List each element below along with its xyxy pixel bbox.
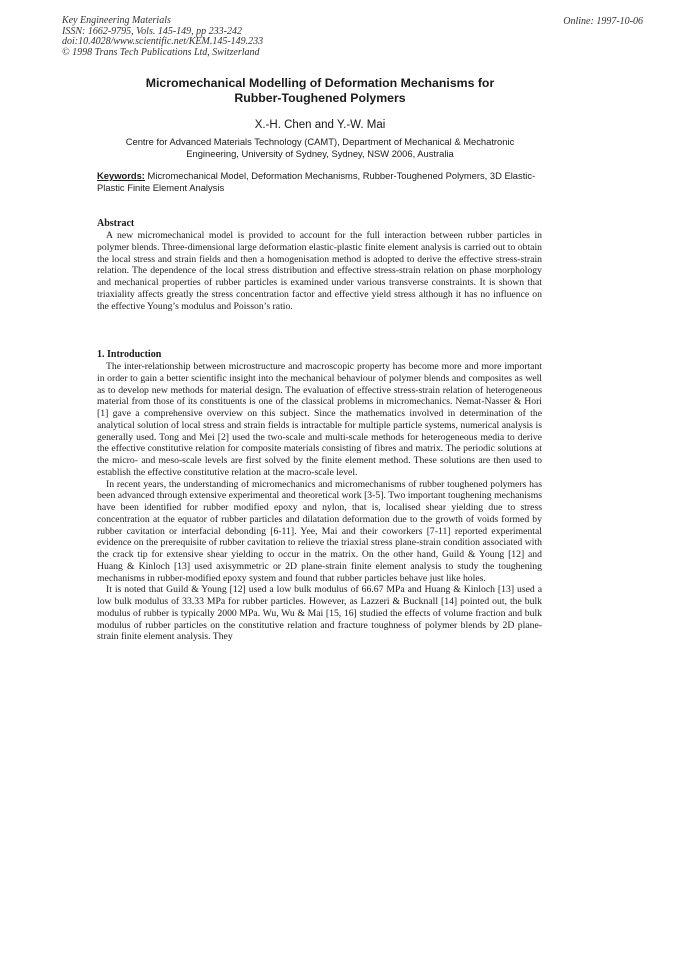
abstract-text: A new micromechanical model is provided to account for the full interaction between rubber particles in polymer blends. Three-dimensional large deformation elastic-plastic finite element analysis is carried out to obtain the local stress and strain fields and then a homogenisation method is adopted to derive the effective stress-strain relation. The dependence of the local stress distribution and effective stress-strain relation on phase morphology and mechanical properties of rubber particles is examined under various transverse constraints. It is shown that triaxiality affects greatly the stress concentration factor and effective yield stress although it has no influence on the effective Young’s modulus and Poisson’s ratio.: [97, 230, 542, 312]
affiliation: [90, 136, 550, 160]
keywords-text: Micromechanical Model, Deformation Mechanisms, Rubber-Toughened Polymers, 3D Elastic-Plastic Finite Element Analysis: [97, 170, 536, 193]
online-date: Online: 1997-10-06: [563, 16, 643, 27]
doi-line: doi:10.4028/www.scientific.net/KEM.145-149.233: [62, 36, 264, 48]
introduction-section: [97, 349, 542, 643]
keywords-label: Keywords:: [97, 170, 145, 181]
keywords: [97, 170, 557, 194]
affiliation-line-2: Engineering, University of Sydney, Sydney, NSW 2006, Australia: [186, 147, 454, 159]
introduction-paragraph: In recent years, the understanding of micromechanics and micromechanisms of rubber toughened polymers has been advanced through extensive experimental and theoretical work [3-5]. Two important toughening mechanisms have been identified for rubber modified epoxy and nylon, that is, localised shear yielding due to stress concentration at the equator of rubber particles and dilatation deformation due to the growth of voids formed by rubber cavitation or interfacial debonding [6-11]. Yee, Mai and their coworkers [7-11] reported experimental evidence on the prerequisite of rubber cavitation to relieve the triaxial stress plane-strain condition associated with the crack tip for extensive shear yielding to occur in the matrix. On the other hand, Guild & Young [12] and Huang & Kinloch [13] used axisymmetric or 2D plane-strain finite element analysis to study the toughening mechanisms in rubber-modified epoxy system and found that rubber particles behave just like holes.: [97, 478, 542, 584]
copyright-line: © 1998 Trans Tech Publications Ltd, Switzerland: [62, 46, 260, 58]
journal-name: Key Engineering Materials: [62, 15, 171, 26]
abstract-section: [97, 218, 542, 312]
introduction-paragraph: It is noted that Guild & Young [12] used a low bulk modulus of 66.67 MPa and Huang & Kinloch [13] used a low bulk modulus of 33.33 MPa for rubber particles. However, as Lazzeri & Bucknall [14] pointed out, the bulk modulus of rubber is typically 2000 MPa. Wu, Wu & Mai [15, 16] studied the effects of volume fraction and bulk modulus of rubber particles on the constitutive relation and fracture toughness of polymer blends by 2D plane-strain finite element analysis. They: [97, 584, 542, 643]
abstract-heading: Abstract: [97, 218, 135, 229]
title-line-1: Micromechanical Modelling of Deformation Mechanisms for: [145, 76, 495, 90]
affiliation-line-1: Centre for Advanced Materials Technology (CAMT), Department of Mechanical & Mechatronic: [125, 136, 515, 147]
title-line-2: Rubber-Toughened Polymers: [234, 91, 406, 105]
paper-title: [100, 76, 540, 106]
authors: X.-H. Chen and Y.-W. Mai: [254, 119, 386, 131]
issn-line: ISSN: 1662-9795, Vols. 145-149, pp 233-242: [62, 25, 242, 37]
publication-metadata: [62, 16, 263, 58]
introduction-paragraph: The inter-relationship between microstructure and macroscopic property has become more and more important in order to gain a better scientific insight into the mechanical behaviour of polymer blends and composites as well as to develop new methods for material design. The evaluation of effective stress-strain relation of heterogeneous material from those of its constituents is one of the classical problems in micromechanics. Nemat-Nasser & Hori [1] gave a comprehensive overview on this subject. Since the mathematics involved in determination of the analytical solution of local stress and strain fields is intractable for multiple particle systems, numerical analysis is generally used. Tong and Mei [2] used the two-scale and multi-scale methods for heterogeneous media to derive the effective constitutive relation for composite materials consisting of fibres and matrix. The periodic solutions at the micro- and meso-scale levels are first solved by the finite element method. These solutions are then used to establish the effective constitutive relation at the macro-scale level.: [97, 361, 542, 478]
introduction-heading: 1. Introduction: [97, 349, 162, 360]
